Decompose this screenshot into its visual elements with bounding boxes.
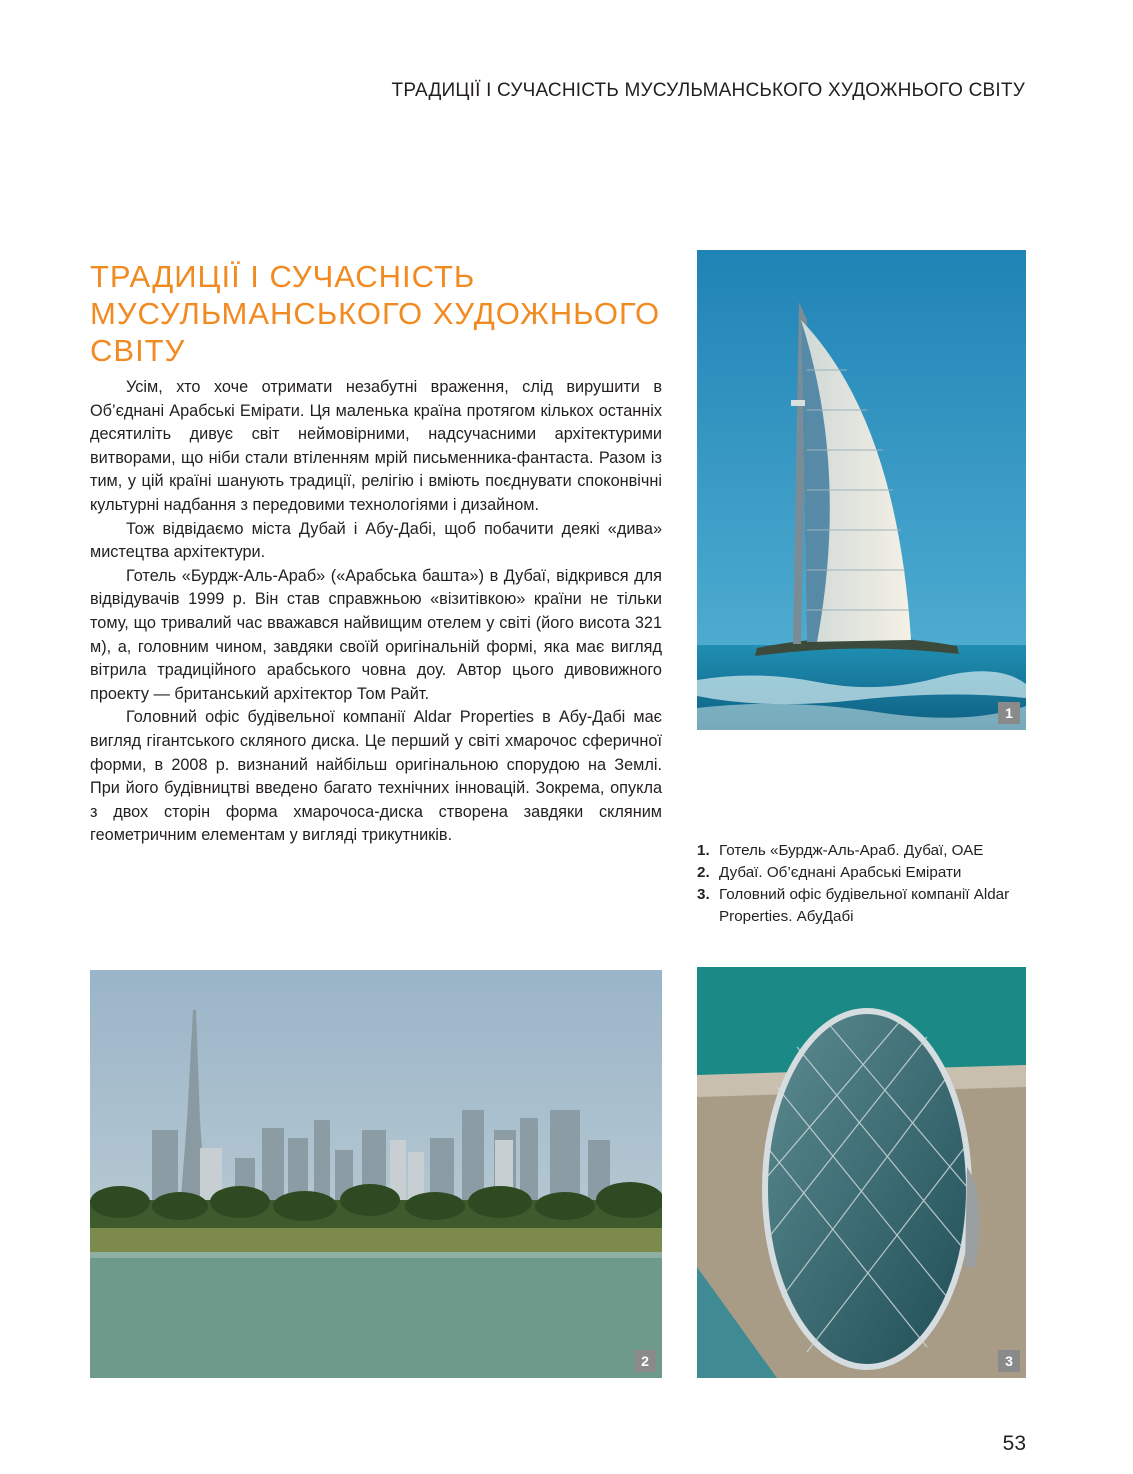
paragraph: Усім, хто хоче отримати незабутні враження, слід вирушити в Об’єднані Арабські Емірати. Ця маленька країна протягом кількох останніх десятиліть дивує світ неймовірними, надсучасними архітектурими витворами, що ніби стали втіленням мрій письменника-фантаста. Разом із тим, у цій країні шанують традиції, релігію і вміють поєднувати споконвічні культурні надбання з передовими технологіями і дизайном. (90, 378, 662, 514)
caption-number: 2. (697, 864, 710, 881)
page-number: 53 (1002, 1432, 1026, 1455)
paragraph: Тож відвідаємо міста Дубай і Абу-Дабі, щоб побачити деякі «дива» мистецтва архітектури. (90, 519, 662, 562)
figure-captions (697, 840, 1027, 928)
caption-text: Готель «Бурдж-Аль-Араб. Дубаї, ОАЕ (719, 842, 984, 859)
figure-number-badge: 1 (998, 702, 1020, 724)
photo-aldar-headquarters (697, 967, 1026, 1378)
figure-number-badge: 2 (634, 1350, 656, 1372)
dubai-skyline-illustration (90, 970, 662, 1378)
caption-text: Дубаї. Об’єднані Арабські Емірати (719, 864, 962, 881)
caption-text: Головний офіс будівельної компанії Aldar Properties. АбуДабі (719, 886, 1010, 925)
running-header: ТРАДИЦІЇ І СУЧАСНІСТЬ МУСУЛЬМАНСЬКОГО ХУДОЖНЬОГО СВІТУ (391, 80, 1025, 101)
article-body (90, 376, 662, 848)
caption-item (697, 840, 1027, 862)
paragraph: Головний офіс будівельної компанії Aldar Properties в Абу-Дабі має вигляд гігантського скляного диска. Це перший у світі хмарочос сферичної форми, в 2008 р. визнаний найбільш оригінальною спорудою на Землі. При його будівництві введено багато технічних інновацій. Зокрема, опукла з двох сторін форма хмарочоса-диска створена завдяки скляним геометричним елементам у вигляді трикутників. (90, 708, 662, 845)
article-title-line: ТРАДИЦІЇ І СУЧАСНІСТЬ (90, 259, 476, 294)
paragraph: Готель «Бурдж-Аль-Араб» («Арабська башта») в Дубаї, відкрився для відвідувачів 1999 р. Він став справжньою «візитівкою» країни не тільки тому, що тривалий час вважався найвищим отелем у світі (його висота 321 м), а, головним чином, завдяки своїй оригінальній формі, яка має вигляд вітрила традиційного арабського човна доу. Автор цього дивовижного проекту — британський архітектор Том Райт. (90, 566, 662, 703)
article-title-line: МУСУЛЬМАНСЬКОГО ХУДОЖНЬОГО (90, 296, 661, 331)
aldar-headquarters-illustration (697, 967, 1026, 1378)
caption-item (697, 862, 1027, 884)
article-title (90, 258, 670, 369)
caption-number: 3. (697, 886, 710, 903)
caption-item (697, 884, 1027, 928)
photo-dubai-skyline (90, 970, 662, 1378)
burj-al-arab-illustration (697, 250, 1026, 730)
article-title-line: СВІТУ (90, 333, 186, 368)
figure-number-badge: 3 (998, 1350, 1020, 1372)
photo-burj-al-arab (697, 250, 1026, 730)
caption-number: 1. (697, 842, 710, 859)
